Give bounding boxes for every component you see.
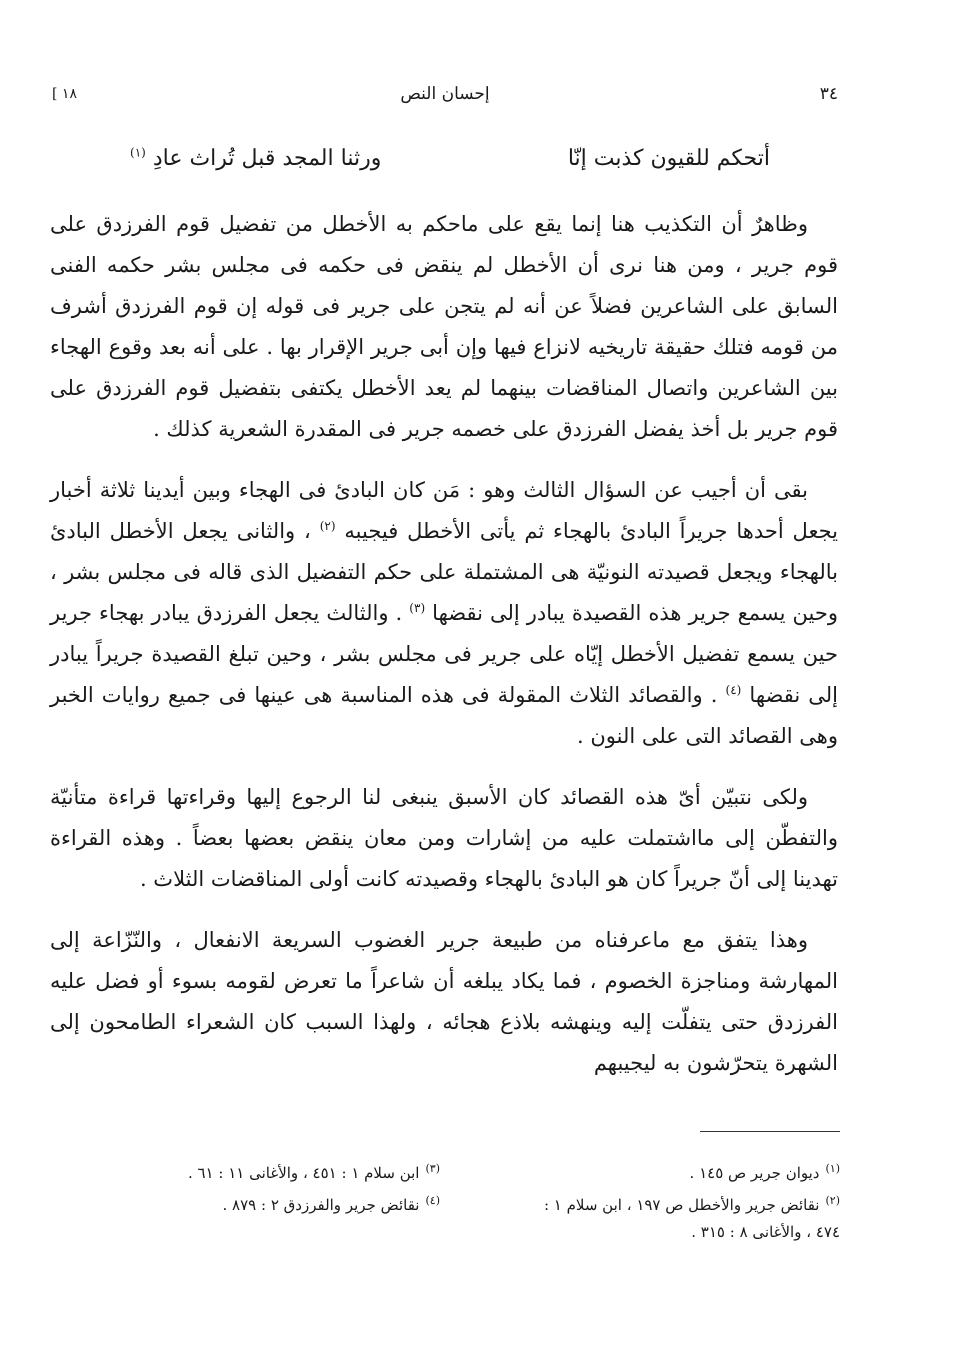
- footnotes-right-column: [460, 1155, 840, 1246]
- paragraph: ولكى نتبيّن أىّ هذه القصائد كان الأسبق ينبغى لنا الرجوع إليها وقراءتها قراءة متأنيّة والتفطّن إلى مااشتملت عليه من إشارات ومن معان ينقض بعضها بعضاً . وهذه القراءة تهدينا إلى أنّ جريراً كان هو البادئ بالهجاء وقصيدته كانت أولى المناقضات الثلاث .: [50, 785, 838, 891]
- source-page-marker: [ ١٨: [52, 86, 77, 102]
- body-text: [50, 204, 838, 1104]
- footnote: $^{(٤)}$نقائض جرير والفرزدق ٢ : ٨٧٩ .: [222, 1194, 440, 1214]
- footnote: $^{(٢)}$نقائض جرير والأخطل ص ١٩٧ ، ابن سلام ١ :: [543, 1194, 840, 1214]
- footnote: $^{(٣)}$ابن سلام ١ : ٤٥١ ، والأغانى ١١ : ٦١ .: [187, 1162, 440, 1182]
- paragraph: بقى أن أجيب عن السؤال الثالث وهو : مَن كان البادئ فى الهجاء وبين أيدينا ثلاثة أخبار يجعل أحدها جريراً البادئ بالهجاء ثم يأتى الأخطل فيجيبه $^{(٢)}$ ، والثانى يجعل الأخطل البادئ بالهجاء ويجعل قصيدته النونيّة هى المشتملة على حكم التفضيل الذى قاله فى مجلس بشر ، وحين يسمع جرير هذه القصيدة يبادر إلى نقضها $^{(٣)}$ . والثالث يجعل الفرزدق يبادر بهجاء جرير حين يسمع تفضيل الأخطل إيّاه على جرير فى مجلس بشر ، وحين تبلغ القصيدة جريراً يبادر إلى نقضها $^{(٤)}$ . والقصائد الثلاث المقولة فى هذه المناسبة هى عينها فى جميع روايات الخبر وهى القصائد التى على النون .: [50, 478, 839, 748]
- running-header: [52, 84, 838, 114]
- footnote-reference[interactable]: (٤): [725, 683, 742, 697]
- poetry-verse: [130, 142, 770, 182]
- page-number: ٣٤: [819, 84, 838, 104]
- paragraph: وظاهرٌ أن التكذيب هنا إنما يقع على ماحكم به الأخطل من تفضيل قوم الفرزدق على قوم جرير ، ومن هنا نرى أن الأخطل لم ينقض فى حكمه فى مجلس بشر حكمه الفنى السابق على الشاعرين فضلاً عن أنه لم يتجن على جرير فى قوله إن قوم الفرزدق أشرف من قومه فتلك حقيقة تاريخيه لانزاع فيها وإن أبى جرير الإقرار بها . على أنه بعد وقوع الهجاء بين الشاعرين واتصال المناقضات بينهما لم يعد الأخطل يكتفى بتفضيل قوم الفرزدق على قوم جرير بل أخذ يفضل الفرزدق على خصمه جرير فى المقدرة الشعرية كذلك .: [50, 212, 838, 441]
- verse-second-hemistich: ورثنا المجد قبل تُراث عادِ $^{(١)}$: [130, 145, 382, 171]
- paragraph: وهذا يتفق مع ماعرفناه من طبيعة جرير الغضوب السريعة الانفعال ، والنّزّاعة إلى المهارشة ومناجزة الخصوم ، فما يكاد يبلغه أن شاعراً ما تعرض لقومه بسوء أو فضل عليه الفرزدق حتى يتفلّت إليه وينهشه بلاذع هجائه ، ولهذا السبب كان الشعراء الطامحون إلى الشهرة يتحرّشون به ليجيبهم: [50, 928, 838, 1075]
- verse-first-hemistich: أتحكم للقيون كذبت إنّا: [567, 146, 770, 171]
- footnote-reference[interactable]: (٢): [319, 519, 336, 533]
- footnote-continuation: ٤٧٤ ، والأغانى ٨ : ٣١٥ .: [691, 1223, 840, 1241]
- footnotes-left-column: [60, 1155, 440, 1219]
- running-title: إحسان النص: [400, 84, 490, 104]
- footnote-reference[interactable]: (٣): [409, 601, 426, 615]
- footnote-separator: [700, 1131, 840, 1132]
- footnote-reference[interactable]: (١): [130, 145, 146, 160]
- footnote: $^{(١)}$ديوان جرير ص ١٤٥ .: [689, 1162, 840, 1182]
